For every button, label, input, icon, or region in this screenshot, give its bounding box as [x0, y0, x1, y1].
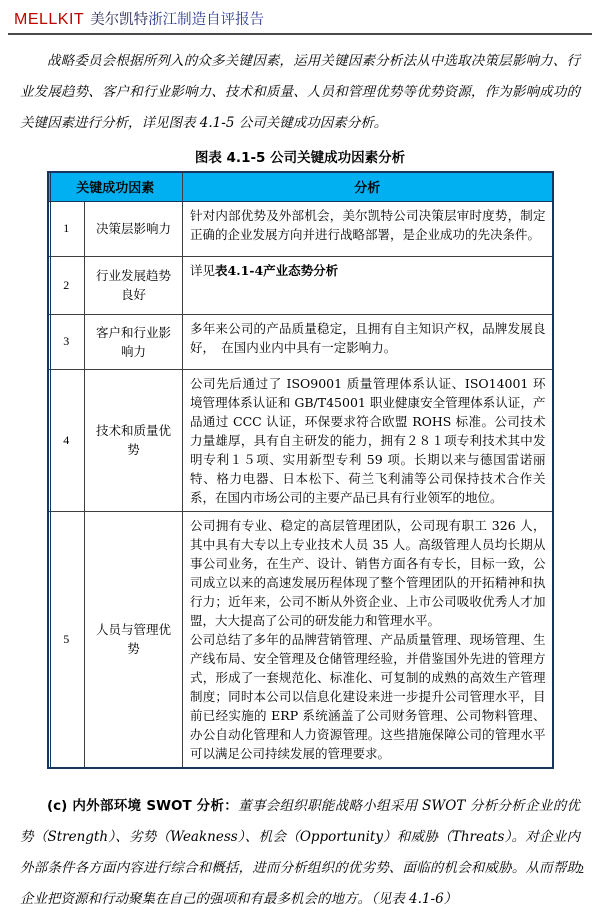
analysis-text: 针对内部优势及外部机会，美尔凯特公司决策层审时度势，制定正确的企业发展方向并进行战略部署，是企业成功的先决条件。 — [190, 207, 546, 242]
analysis-cell — [183, 369, 553, 511]
analysis-cell — [183, 511, 553, 768]
column-header-factor: 关键成功因素 — [48, 172, 183, 201]
analysis-cell — [183, 256, 553, 314]
row-number: 3 — [48, 314, 85, 369]
brand-logo-text: MELLKIT — [14, 11, 85, 28]
table-header-row — [48, 172, 553, 201]
table-caption: 图表 4.1-5 公司关键成功因素分析 — [194, 150, 406, 166]
analysis-text: 公司先后通过了 ISO9001 质量管理体系认证、ISO14001 环境管理体系认证和 GB/T45001 职业健康安全管理体系认证，产品通过 CCC 认证，环保要求符合欧盟 ROHS 标准。公司技术力量雄厚，具有自主研发的能力，拥有２８１项专利技术其中发明专利１５项、实用新型专利 59 项。长期以来与德国雷诺丽特、格力电器、日本松下、荷兰飞利浦等公司保持技术合作关系，在国内市场公司的主要产品已具有行业领军的地位。 — [190, 375, 546, 505]
doc-title: 浙江制造自评报告 — [148, 12, 265, 28]
row-number: 4 — [48, 369, 85, 511]
page-content — [20, 46, 580, 915]
factor-cell: 人员与管理优势 — [85, 511, 183, 768]
factor-cell: 行业发展趋势良好 — [85, 256, 183, 314]
intro-paragraph: 战略委员会根据所列入的众多关键因素，运用关键因素分析法从中选取决策层影响力、行业发展趋势、客户和行业影响力、技术和质量、人员和管理优势等优势资源，作为影响成功的关键因素进行分析，详见图表 4.1-5 公司关键成功因素分析。 — [20, 53, 580, 131]
key-success-factors-table-wrap — [47, 171, 554, 769]
table-row — [48, 201, 553, 256]
column-header-analysis: 分析 — [183, 172, 553, 201]
report-page — [0, 6, 600, 915]
table-row — [48, 256, 553, 314]
key-success-factors-table — [47, 171, 554, 769]
row-number: 2 — [48, 256, 85, 314]
analysis-cell — [183, 201, 553, 256]
analysis-cell — [183, 314, 553, 369]
analysis-text: 公司拥有专业、稳定的高层管理团队，公司现有职工 326 人，其中具有大专以上专业技术人员 35 人。高级管理人员均长期从事公司业务，在生产、设计、销售方面各有专长，目标一致，公司成立以来的高速发展历程体现了整个管理团队的开拓精神和执行力；近年来，公司不断从外资企业、上市公司吸收优秀人才加盟，大大提高了公司的研发能力和管理水平。 — [190, 517, 546, 628]
analysis-text-reference: 表4.1-4产业态势分析 — [215, 262, 339, 278]
factor-cell: 客户和行业影响力 — [85, 314, 183, 369]
factor-cell: 技术和质量优势 — [85, 369, 183, 511]
table-row — [48, 369, 553, 511]
table-row — [48, 511, 553, 768]
row-number: 5 — [48, 511, 85, 768]
swot-section — [20, 791, 580, 915]
analysis-text — [190, 261, 546, 280]
table-row — [48, 314, 553, 369]
swot-body: 董事会组织职能战略小组采用 SWOT 分析分析企业的优势（Strength）、劣势（Weakness）、机会（Opportunity）和威胁（Threats）。对企业内外部条件各方面内容进行综合和概括，进而分析组织的优劣势、面临的机会和威胁。从而帮助企业把资源和行动聚集在自己的强项和有最多机会的地方。（见表 4.1-6） — [20, 797, 581, 907]
analysis-text: 多年来公司的产品质量稳定，且拥有自主知识产权，品牌发展良好， 在国内业内中具有一定影响力。 — [190, 320, 546, 355]
analysis-text: 公司总结了多年的品牌营销管理、产品质量管理、现场管理、生产线布局、安全管理及仓储管理经验，并借鉴国外先进的管理方式，形成了一套规范化、标准化、可复制的成熟的高效生产管理制度；同时本公司以信息化建设来进一步提升公司管理水平，目前已经实施的 ERP 系统涵盖了公司财务管理、公司物料管理、办公自动化管理和人力资源管理。这些措施保障公司的管理水平可以满足公司持续发展的管理要求。 — [190, 631, 546, 761]
page-number: 2 — [578, 864, 584, 876]
factor-cell: 决策层影响力 — [85, 201, 183, 256]
page-header — [8, 6, 592, 35]
brand-name-cn: 美尔凯特 — [90, 12, 149, 28]
analysis-text-prefix: 详见 — [190, 262, 216, 278]
swot-heading: (c) 内外部环境 SWOT 分析： — [47, 797, 239, 814]
row-number: 1 — [48, 201, 85, 256]
